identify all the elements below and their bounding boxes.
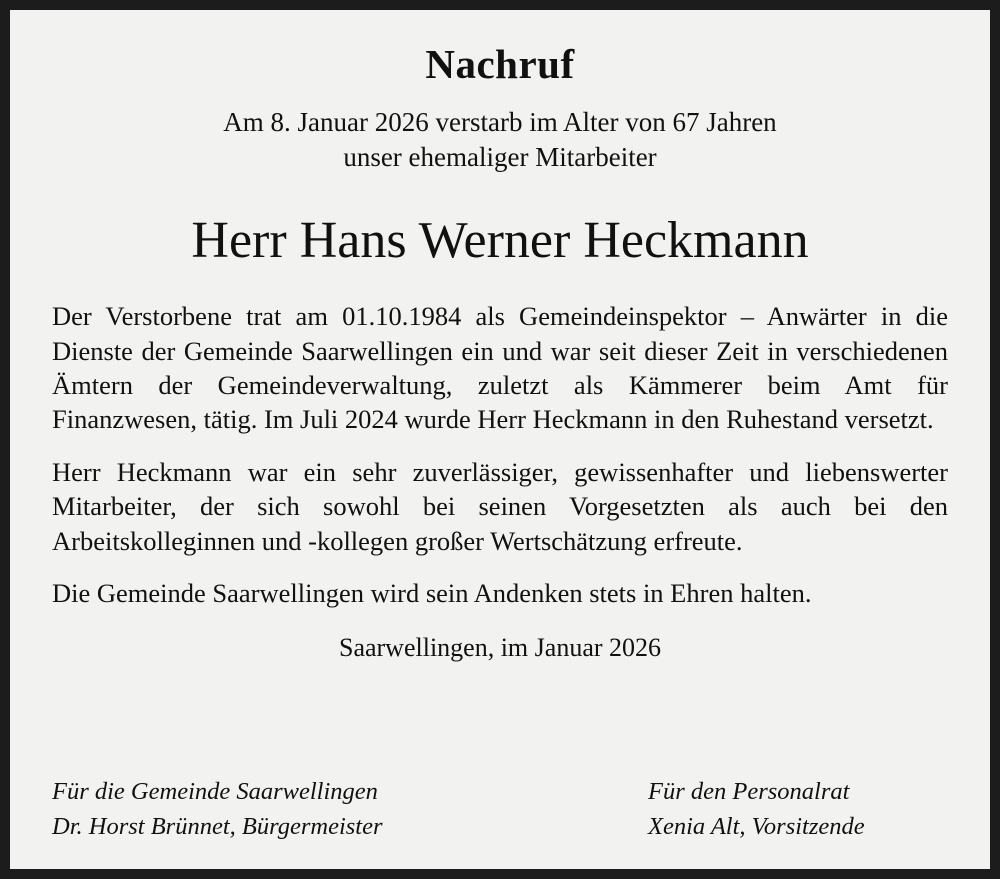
page-title: Nachruf (425, 41, 575, 87)
signature-left (52, 774, 383, 845)
paragraph-character: Herr Heckmann war ein sehr zuverlässiger, gewissenhafter und liebenswerter Mitarbeiter, der sich sowohl bei seinen Vorgesetzten als auch bei den Arbeitskolleginnen und -kollegen großer Wertschätzung erfreute. (52, 456, 948, 556)
deceased-name: Herr Hans Werner Heckmann (191, 212, 809, 270)
intro-block (52, 105, 948, 175)
paragraph-career: Der Verstorbene trat am 01.10.1984 als Gemeindeinspektor – Anwärter in die Dienste der Gemeinde Saarwellingen ein und war seit dieser Zeit in verschiedenen Ämtern der Gemeindeverwaltung, zuletzt als Kämmerer beim Amt für Finanzwesen, tätig. Im Juli 2024 wurde Herr Heckmann in den Ruhestand versetzt. (52, 301, 948, 435)
signature-right (648, 774, 948, 845)
signature-left-organisation: Für die Gemeinde Saarwellingen (52, 777, 378, 805)
signature-left-person: Dr. Horst Brünnet, Bürgermeister (52, 813, 383, 841)
signature-right-person: Xenia Alt, Vorsitzende (648, 813, 865, 841)
obituary-card (10, 10, 990, 869)
intro-line-2: unser ehemaliger Mitarbeiter (343, 142, 657, 173)
intro-line-1: Am 8. Januar 2026 verstarb im Alter von 67 Jahren (223, 107, 777, 138)
signature-right-organisation: Für den Personalrat (648, 777, 850, 805)
place-and-date: Saarwellingen, im Januar 2026 (338, 632, 662, 662)
signature-block (52, 774, 948, 851)
paragraph-remembrance: Die Gemeinde Saarwellingen wird sein Andenken stets in Ehren halten. (52, 578, 812, 609)
